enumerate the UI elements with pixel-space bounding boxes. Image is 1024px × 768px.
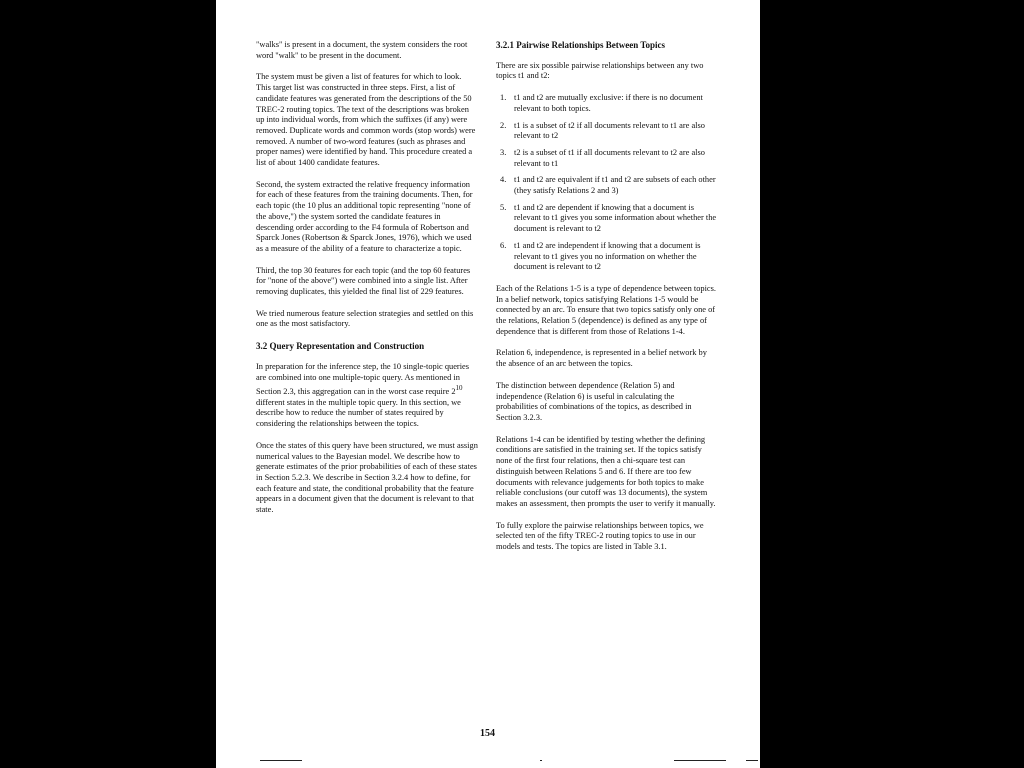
list-item	[496, 241, 718, 273]
footer-rule	[260, 760, 302, 761]
list-text: t2 is a subset of t1 if all documents relevant to t2 are also relevant to t1	[514, 147, 705, 168]
paragraph: To fully explore the pairwise relationships between topics, we selected ten of the fifty TREC-2 routing topics to use in our models and tests. The topics are listed in Table 3.1.	[496, 520, 704, 552]
list-text: t1 and t2 are independent if knowing that a document is relevant to t1 gives you no information on whether the document is relevant to t2	[514, 240, 701, 272]
footer-rule	[746, 760, 758, 761]
paragraph: Third, the top 30 features for each topic (and the top 60 features for "none of the above") were combined into a single list. After removing duplicates, this yielded the final list of 229 features.	[256, 265, 471, 297]
list-number: 6.	[500, 240, 507, 250]
list-item	[496, 175, 718, 196]
footer-rule	[674, 760, 726, 761]
paragraph: Second, the system extracted the relative frequency information for each of these features from the training documents. Then, for each topic (the 10 plus an additional topic representing "none of the above,") the system sorted the candidate features in descending order according to the F4 formula of Robertson and Sparck Jones (Robertson & Sparck Jones, 1976), which we used as a measure of the ability of a feature to characterize a topic.	[256, 179, 473, 253]
subsection-heading: 3.2.1 Pairwise Relationships Between Topics	[496, 40, 666, 50]
paragraph: There are six possible pairwise relationships between any two topics t1 and t2:	[496, 60, 704, 81]
paragraph: Relation 6, independence, is represented in a belief network by the absence of an arc between the topics.	[496, 348, 707, 369]
list-text: t1 and t2 are mutually exclusive: if there is no document relevant to both topics.	[514, 93, 703, 113]
right-column	[496, 40, 718, 564]
list-item	[496, 121, 718, 142]
list-item	[496, 148, 718, 169]
superscript: 10	[455, 384, 463, 393]
section-heading: 3.2 Query Representation and Construction	[256, 341, 425, 352]
list-number: 1.	[500, 93, 507, 103]
list-text: t1 and t2 are equivalent if t1 and t2 are subsets of each other (they satisfy Relations 2 and 3)	[514, 175, 716, 196]
paragraph: Each of the Relations 1-5 is a type of dependence between topics. In a belief network, topics satisfying Relations 1-5 would be connected by an arc. To ensure that two topics satisfy only one of the relations, Relation 5 (dependence) is defined as any type of dependence that is different from those of Relations 1-4.	[496, 283, 716, 336]
paragraph-text: In preparation for the inference step, the 10 single-topic queries are combined into one multiple-topic query. As mentioned in Section 2.3, this aggregation can in the worst case require 2	[256, 361, 470, 397]
paper-page	[216, 0, 760, 768]
relationship-list	[496, 93, 718, 273]
paragraph: We tried numerous feature selection strategies and settled on this one as the most satisfactory.	[256, 308, 474, 329]
list-item	[496, 203, 718, 235]
list-number: 4.	[500, 175, 507, 185]
paragraph: The system must be given a list of features for which to look. This target list was constructed in three steps. First, a list of candidate features was generated from the descriptions of the 50 TREC-2 routing topics. The text of the descriptions was broken up into individual words, from which the suffixes (if any) were removed. Duplicate words and common words (stop words) were removed. A number of two-word features (such as phrases and proper names) were identified by hand. This procedure created a list of about 1400 candidate features.	[256, 72, 476, 168]
paragraph	[256, 362, 478, 430]
list-number: 2.	[500, 120, 507, 130]
footer-rule	[540, 760, 542, 761]
list-number: 3.	[500, 147, 507, 157]
list-number: 5.	[500, 202, 507, 212]
paragraph: "walks" is present in a document, the system considers the root word "walk" to be present in the document.	[256, 40, 468, 60]
page-number: 154	[480, 728, 495, 739]
list-item	[496, 93, 718, 114]
list-text: t1 and t2 are dependent if knowing that a document is relevant to t1 gives you some information about whether the document is relevant to t2	[514, 202, 717, 234]
left-column	[256, 40, 478, 527]
paragraph: Relations 1-4 can be identified by testing whether the defining conditions are satisfied in the training set. If the topics satisfy none of the first four relations, then a chi-square test can distinguish between Relations 5 and 6. If there are too few documents with relevance judgements for both topics to make reliable conclusions (our cutoff was 13 documents), the system makes an assessment, then prompts the user to verify it manually.	[496, 434, 716, 508]
list-text: t1 is a subset of t2 if all documents relevant to t1 are also relevant to t2	[514, 120, 705, 141]
paragraph: The distinction between dependence (Relation 5) and independence (Relation 6) is useful in calculating the probabilities of combinations of the topics, as described in Section 3.2.3.	[496, 380, 692, 422]
paragraph: Once the states of this query have been structured, we must assign numerical values to the Bayesian model. We describe how to generate estimates of the prior probabilities of each of these states in Section 5.2.3. We describe in Section 3.2.4 how to define, for each feature and state, the conditional probability that the feature appears in a document given that the document is relevant to that state.	[256, 440, 478, 515]
paragraph-text: different states in the multiple topic query. In this section, we describe how to reduce the number of states required by considering the relationships between the topics.	[256, 397, 461, 429]
